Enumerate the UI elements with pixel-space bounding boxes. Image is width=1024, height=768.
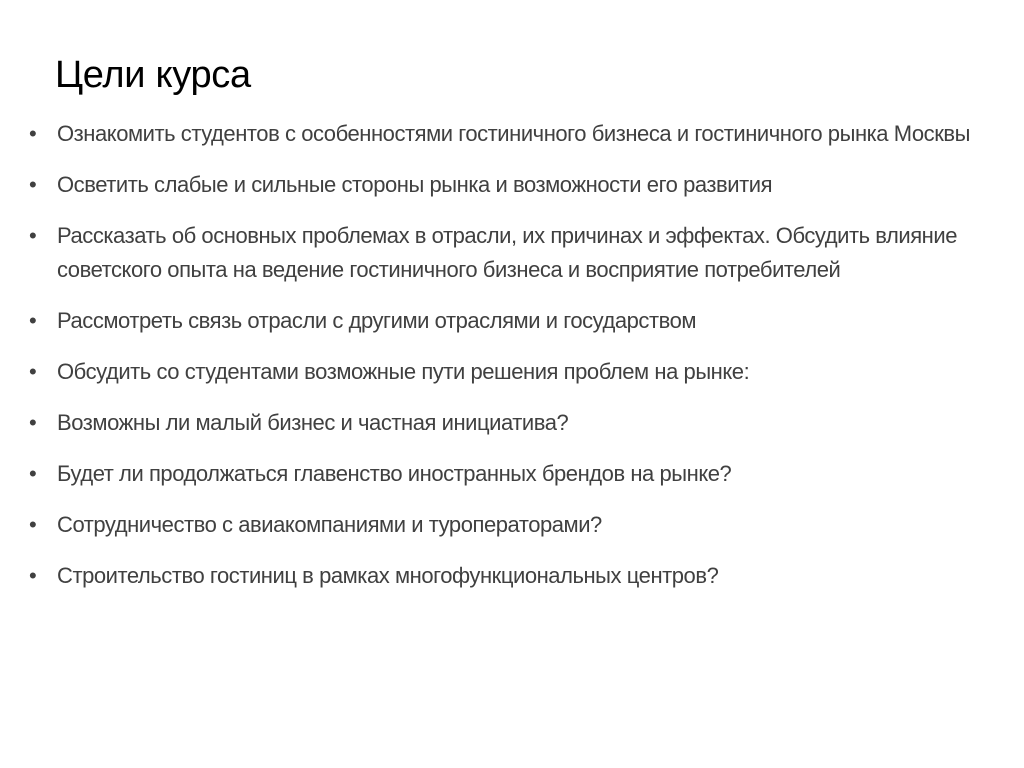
bullet-icon: •	[29, 223, 37, 248]
bullet-icon: •	[29, 410, 37, 435]
bullet-icon: •	[29, 461, 37, 486]
bullet-text: Возможны ли малый бизнес и частная инициатива?	[57, 410, 569, 435]
bullet-text: Будет ли продолжаться главенство иностранных брендов на рынке?	[57, 461, 732, 486]
bullet-text: Обсудить со студентами возможные пути решения проблем на рынке:	[57, 359, 750, 384]
bullet-icon: •	[29, 512, 37, 537]
bullet-icon: •	[29, 308, 37, 333]
bullet-icon: •	[29, 121, 37, 146]
bullet-list	[29, 117, 989, 593]
bullet-item	[29, 355, 989, 389]
bullet-text: Рассмотреть связь отрасли с другими отраслями и государством	[57, 308, 697, 333]
bullet-icon: •	[29, 563, 37, 588]
bullet-text: Строительство гостиниц в рамках многофункциональных центров?	[57, 563, 719, 588]
bullet-text: Осветить слабые и сильные стороны рынка и возможности его развития	[57, 172, 773, 197]
bullet-item	[29, 304, 989, 338]
slide-title: Цели курса	[55, 54, 251, 96]
bullet-icon: •	[29, 359, 37, 384]
bullet-item	[29, 406, 989, 440]
bullet-icon: •	[29, 172, 37, 197]
bullet-text: Рассказать об основных проблемах в отрасли, их причинах и эффектах. Обсудить влияние советского опыта на ведение гостиничного бизнеса и восприятие потребителей	[57, 223, 958, 282]
bullet-item	[29, 117, 989, 151]
bullet-item	[29, 559, 989, 593]
bullet-text: Ознакомить студентов с особенностями гостиничного бизнеса и гостиничного рынка Москвы	[57, 121, 970, 146]
bullet-text: Сотрудничество с авиакомпаниями и туроператорами?	[57, 512, 602, 537]
bullet-item	[29, 457, 989, 491]
bullet-item	[29, 219, 989, 287]
bullet-item	[29, 168, 989, 202]
bullet-item	[29, 508, 989, 542]
